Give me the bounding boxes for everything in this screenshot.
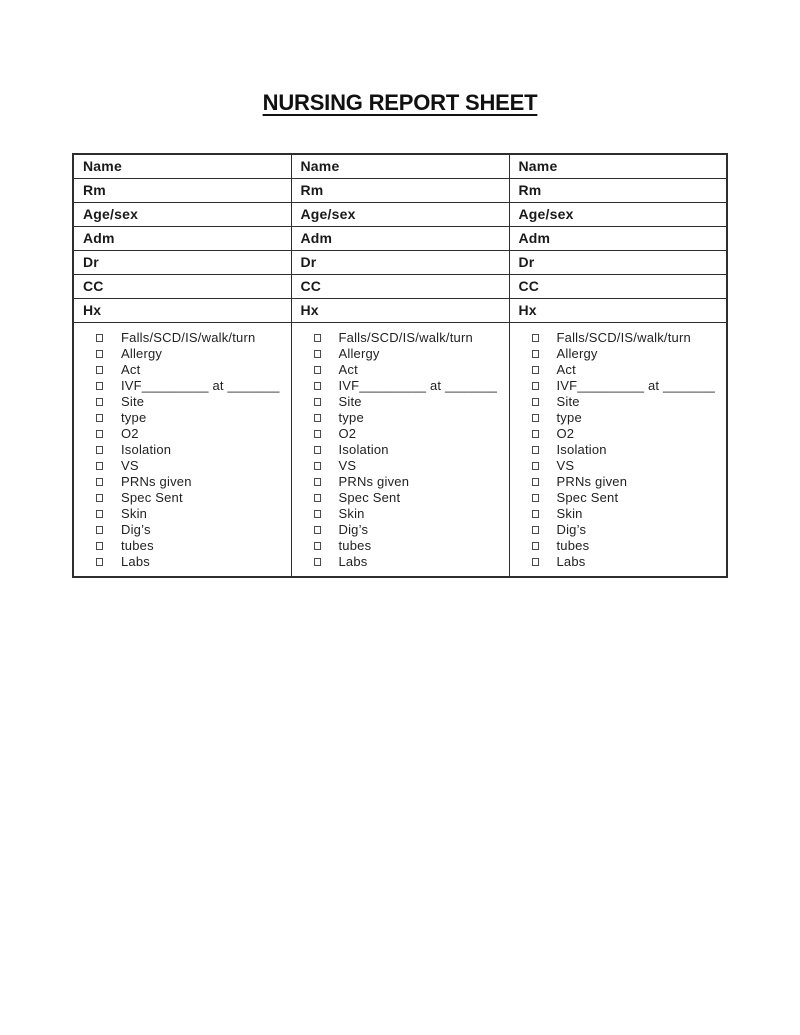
checklist-item-label: Allergy — [338, 346, 380, 361]
checkbox-icon[interactable] — [314, 526, 321, 534]
checklist-item-label: Labs — [556, 554, 586, 569]
checkbox-icon[interactable] — [532, 414, 539, 422]
field-cell-age-sex-col3: Age/sex — [509, 202, 727, 226]
field-cell-age-sex-col1: Age/sex — [73, 202, 291, 226]
checkbox-icon[interactable] — [314, 382, 321, 390]
checklist-item — [314, 442, 505, 458]
field-row-age-sex — [73, 202, 727, 226]
checklist-item-label: Spec Sent — [121, 490, 183, 505]
checklist-item — [532, 378, 723, 394]
checklist-cell-col2 — [291, 322, 509, 577]
checkbox-icon[interactable] — [314, 414, 321, 422]
page-title: NURSING REPORT SHEET — [262, 90, 538, 115]
field-cell-dr-col3: Dr — [509, 250, 727, 274]
checklist-item-label: Falls/SCD/IS/walk/turn — [338, 330, 473, 345]
checkbox-icon[interactable] — [532, 446, 539, 454]
checklist-item — [314, 458, 505, 474]
checklist-item-label: Dig’s — [338, 522, 369, 537]
field-cell-rm-col2: Rm — [291, 178, 509, 202]
field-cell-age-sex-col2: Age/sex — [291, 202, 509, 226]
field-row-name — [73, 154, 727, 178]
field-cell-rm-col3: Rm — [509, 178, 727, 202]
checkbox-icon[interactable] — [532, 382, 539, 390]
checkbox-icon[interactable] — [532, 510, 539, 518]
checkbox-icon[interactable] — [532, 462, 539, 470]
checklist-item — [314, 378, 505, 394]
checklist-item-label: Act — [338, 362, 358, 377]
checkbox-icon[interactable] — [96, 414, 103, 422]
checklist-item-label: type — [338, 410, 364, 425]
checkbox-icon[interactable] — [96, 542, 103, 550]
checklist-item-label: Act — [121, 362, 141, 377]
checklist-item — [532, 442, 723, 458]
checkbox-icon[interactable] — [314, 366, 321, 374]
checkbox-icon[interactable] — [96, 526, 103, 534]
checklist-item-label: tubes — [121, 538, 154, 553]
checklist-item-label: PRNs given — [338, 474, 410, 489]
checklist-item-label: Site — [121, 394, 145, 409]
checklist-item-label: Spec Sent — [556, 490, 619, 505]
checklist-item — [314, 522, 505, 538]
field-cell-hx-col3: Hx — [509, 298, 727, 322]
checklist-item — [532, 394, 723, 410]
checklist-cell-col3 — [509, 322, 727, 577]
checklist-item — [314, 490, 505, 506]
checklist-item — [314, 362, 505, 378]
checklist-item-label: VS — [121, 458, 139, 473]
checklist-item-label: Dig’s — [121, 522, 151, 537]
checklist-item-label: Site — [556, 394, 580, 409]
checklist-item — [314, 394, 505, 410]
checkbox-icon[interactable] — [314, 334, 321, 342]
checkbox-icon[interactable] — [96, 478, 103, 486]
checkbox-icon[interactable] — [532, 542, 539, 550]
checklist-item — [96, 362, 287, 378]
checklist-item-label: Labs — [121, 554, 150, 569]
field-cell-adm-col3: Adm — [509, 226, 727, 250]
field-cell-name-col3: Name — [509, 154, 727, 178]
field-row-adm — [73, 226, 727, 250]
checkbox-icon[interactable] — [314, 558, 321, 566]
checklist-item-label: Act — [556, 362, 576, 377]
checkbox-icon[interactable] — [532, 494, 539, 502]
field-cell-rm-col1: Rm — [73, 178, 291, 202]
checklist-item-label: VS — [556, 458, 575, 473]
checklist-item — [96, 506, 287, 522]
checklist-item-label: Allergy — [556, 346, 598, 361]
checkbox-icon[interactable] — [96, 494, 103, 502]
field-cell-name-col1: Name — [73, 154, 291, 178]
checkbox-icon[interactable] — [532, 430, 539, 438]
checkbox-icon[interactable] — [96, 398, 103, 406]
checklist-item-label: O2 — [121, 426, 139, 441]
field-cell-cc-col3: CC — [509, 274, 727, 298]
checklist-item — [96, 394, 287, 410]
checklist-item-label: type — [556, 410, 582, 425]
checklist-item — [314, 330, 505, 346]
checklist-item — [314, 538, 505, 554]
checklist-item-label: Spec Sent — [338, 490, 401, 505]
checklist-item — [532, 458, 723, 474]
field-cell-name-col2: Name — [291, 154, 509, 178]
field-row-cc — [73, 274, 727, 298]
checklist-item-label: Dig’s — [556, 522, 587, 537]
checkbox-icon[interactable] — [96, 558, 103, 566]
checklist-item — [314, 410, 505, 426]
field-cell-dr-col2: Dr — [291, 250, 509, 274]
field-row-dr — [73, 250, 727, 274]
checkbox-icon[interactable] — [96, 462, 103, 470]
checkbox-icon[interactable] — [532, 558, 539, 566]
checklist-item-label: Skin — [556, 506, 583, 521]
field-cell-cc-col2: CC — [291, 274, 509, 298]
checklist-item — [96, 474, 287, 490]
checkbox-icon[interactable] — [314, 446, 321, 454]
checklist-item — [314, 346, 505, 362]
field-cell-dr-col1: Dr — [73, 250, 291, 274]
checkbox-icon[interactable] — [532, 398, 539, 406]
checklist-item — [532, 490, 723, 506]
checklist-item-label: IVF_________ at _______ — [338, 378, 498, 393]
field-row-hx — [73, 298, 727, 322]
checklist-item-label: PRNs given — [121, 474, 192, 489]
checklist-item-label: O2 — [556, 426, 575, 441]
checkbox-icon[interactable] — [532, 334, 539, 342]
checklist-item-label: tubes — [556, 538, 590, 553]
report-table — [72, 153, 728, 578]
checklist-item — [532, 330, 723, 346]
checkbox-icon[interactable] — [96, 334, 103, 342]
checkbox-icon[interactable] — [96, 382, 103, 390]
checkbox-icon[interactable] — [314, 350, 321, 358]
checklist-item-label: type — [121, 410, 147, 425]
checklist-item — [96, 538, 287, 554]
checkbox-icon[interactable] — [96, 350, 103, 358]
checklist-item-label: Skin — [338, 506, 365, 521]
checklist-item-label: Labs — [338, 554, 368, 569]
checkbox-icon[interactable] — [532, 478, 539, 486]
checklist-item — [96, 426, 287, 442]
checklist-item — [532, 506, 723, 522]
checkbox-icon[interactable] — [532, 350, 539, 358]
field-cell-hx-col2: Hx — [291, 298, 509, 322]
checklist-row — [73, 322, 727, 577]
checkbox-icon[interactable] — [96, 366, 103, 374]
checklist-item — [96, 410, 287, 426]
checkbox-icon[interactable] — [96, 446, 103, 454]
checkbox-icon[interactable] — [314, 398, 321, 406]
checklist-item-label: Isolation — [556, 442, 607, 457]
checklist-item — [532, 538, 723, 554]
checklist-item — [532, 410, 723, 426]
checkbox-icon[interactable] — [314, 462, 321, 470]
checklist-item — [96, 442, 287, 458]
checklist-item-label: Allergy — [121, 346, 163, 361]
checkbox-icon[interactable] — [96, 510, 103, 518]
checklist-item — [96, 378, 287, 394]
checklist-item — [96, 554, 287, 570]
checklist-item — [532, 362, 723, 378]
checklist-item-label: Falls/SCD/IS/walk/turn — [556, 330, 691, 345]
checkbox-icon[interactable] — [314, 494, 321, 502]
checklist-item — [314, 506, 505, 522]
checklist-item-label: Skin — [121, 506, 148, 521]
checklist-item — [314, 554, 505, 570]
checkbox-icon[interactable] — [314, 542, 321, 550]
field-cell-adm-col2: Adm — [291, 226, 509, 250]
checkbox-icon[interactable] — [532, 366, 539, 374]
checklist-item — [532, 554, 723, 570]
checklist-item-label: Isolation — [338, 442, 389, 457]
checklist-item-label: Falls/SCD/IS/walk/turn — [121, 330, 256, 345]
checkbox-icon[interactable] — [96, 430, 103, 438]
checklist-cell-col1 — [73, 322, 291, 577]
field-cell-adm-col1: Adm — [73, 226, 291, 250]
checklist-item — [532, 426, 723, 442]
checkbox-icon[interactable] — [314, 430, 321, 438]
checklist-item — [96, 522, 287, 538]
checklist-item-label: IVF_________ at _______ — [121, 378, 280, 393]
checklist-item-label: Isolation — [121, 442, 172, 457]
checkbox-icon[interactable] — [314, 510, 321, 518]
checklist-item — [96, 346, 287, 362]
field-cell-hx-col1: Hx — [73, 298, 291, 322]
checklist-item-label: VS — [338, 458, 357, 473]
checklist-item — [532, 474, 723, 490]
checklist-item-label: PRNs given — [556, 474, 628, 489]
checklist-item — [96, 490, 287, 506]
field-row-rm — [73, 178, 727, 202]
checklist-item-label: IVF_________ at _______ — [556, 378, 716, 393]
checklist-item — [532, 522, 723, 538]
checklist-item — [96, 330, 287, 346]
checklist-item — [96, 458, 287, 474]
field-cell-cc-col1: CC — [73, 274, 291, 298]
checklist-item-label: O2 — [338, 426, 357, 441]
checklist-item-label: Site — [338, 394, 362, 409]
checklist-item — [314, 426, 505, 442]
checkbox-icon[interactable] — [314, 478, 321, 486]
checklist-item — [314, 474, 505, 490]
checkbox-icon[interactable] — [532, 526, 539, 534]
checklist-item-label: tubes — [338, 538, 372, 553]
checklist-item — [532, 346, 723, 362]
